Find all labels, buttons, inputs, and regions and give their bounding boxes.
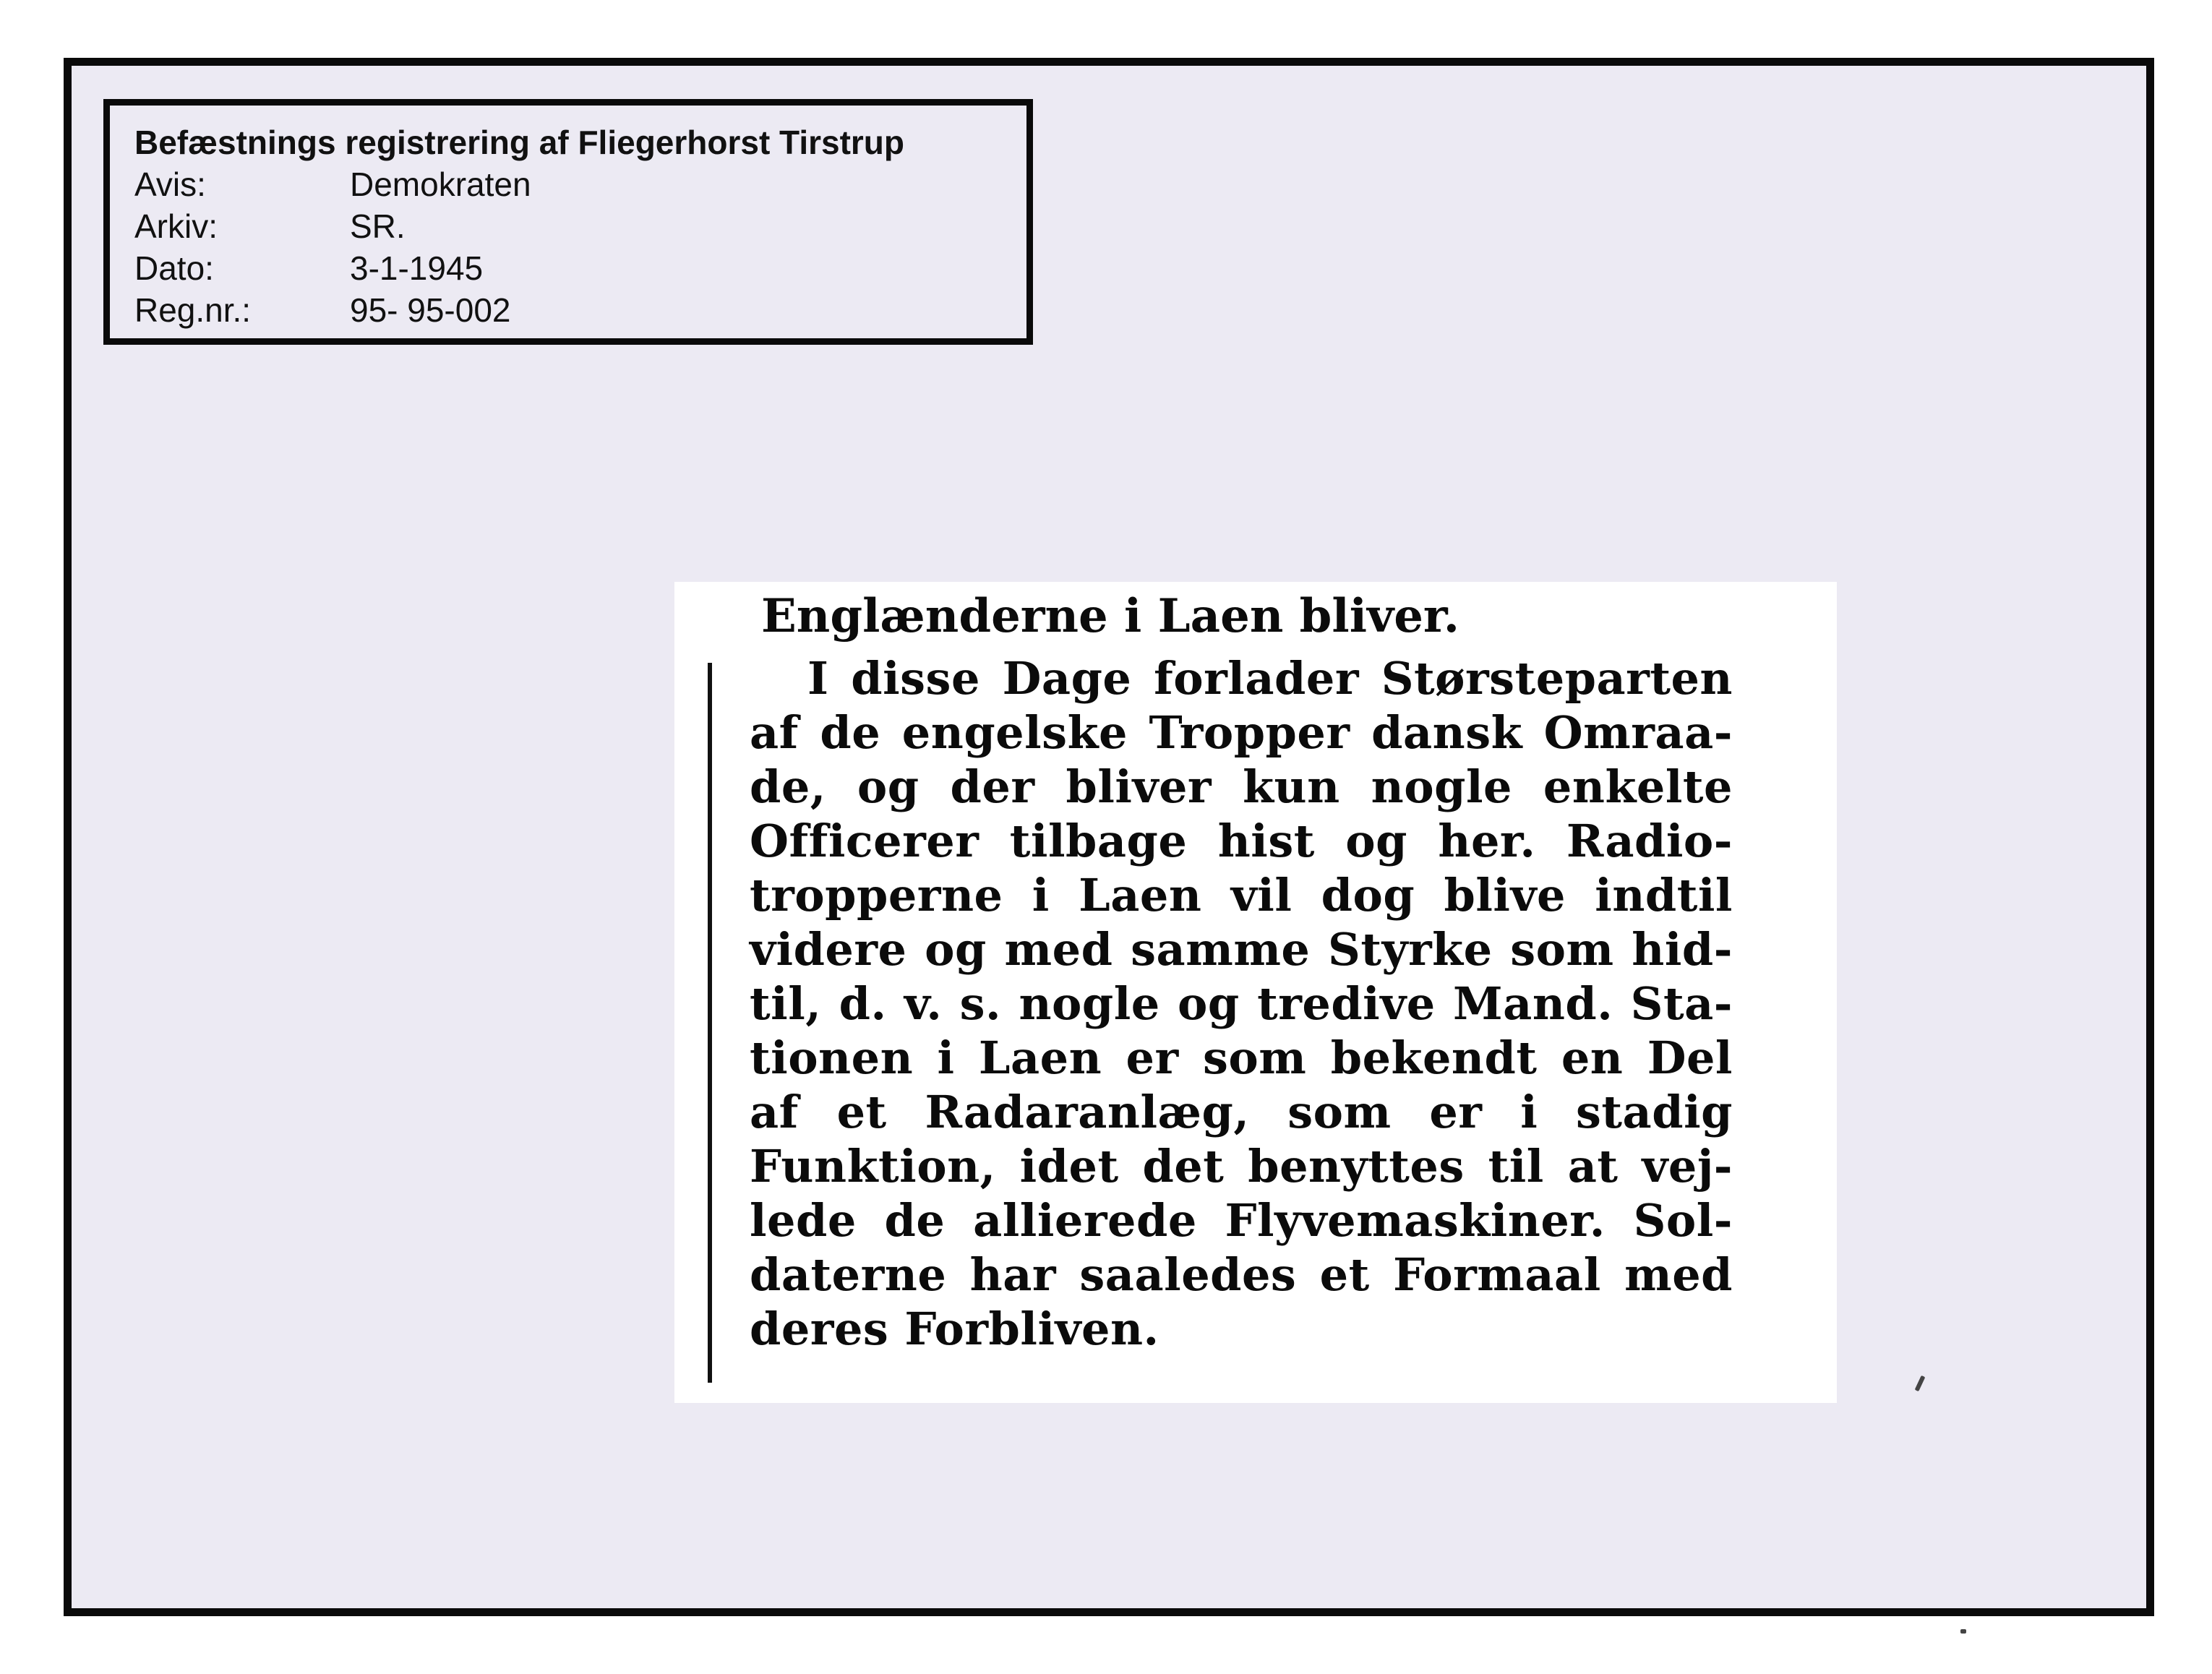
field-row-arkiv: [134, 205, 1026, 247]
field-row-avis: [134, 163, 1026, 205]
field-value-dato: 3-1-1945: [350, 249, 484, 287]
field-label-dato: Dato:: [134, 249, 214, 287]
article-line: de, og der bliver kun nogle enkelte: [750, 760, 1733, 813]
scan-speck: [1960, 1629, 1966, 1634]
article-line: af et Radaranlæg, som er i stadig: [750, 1086, 1733, 1138]
field-row-dato: [134, 247, 1026, 289]
clipping-article: [750, 651, 1733, 1356]
article-line: tionen i Laen er som bekendt en Del: [750, 1031, 1733, 1084]
newspaper-clipping: [674, 582, 1837, 1403]
field-value-arkiv: SR.: [350, 207, 406, 245]
article-line: Officerer tilbage hist og her. Radio-: [750, 815, 1733, 867]
field-label-regnr: Reg.nr.:: [134, 291, 252, 329]
registration-title: Befæstnings registrering af Fliegerhorst Tirstrup: [134, 124, 905, 161]
field-value-regnr: 95- 95-002: [350, 291, 511, 329]
field-label-avis: Avis:: [134, 166, 206, 203]
article-line: lede de allierede Flyvemaskiner. Sol-: [750, 1194, 1733, 1247]
article-line: Funktion, idet det benyttes til at vej-: [750, 1140, 1733, 1193]
article-line: af de engelske Tropper dansk Omraa-: [750, 706, 1733, 759]
field-label-arkiv: Arkiv:: [134, 207, 218, 245]
article-line: tropperne i Laen vil dog blive indtil: [750, 869, 1733, 922]
column-rule: [708, 663, 712, 1383]
article-line: I disse Dage forlader Størsteparten: [807, 652, 1733, 705]
scan-speck: [1915, 1375, 1926, 1391]
article-line: videre og med samme Styrke som hid-: [750, 923, 1733, 976]
field-value-avis: Demokraten: [350, 166, 531, 203]
article-line: deres Forbliven.: [750, 1302, 1159, 1355]
article-line: daterne har saaledes et Formaal med: [750, 1248, 1733, 1301]
registration-info-box: [103, 99, 1033, 345]
field-row-regnr: [134, 289, 1026, 331]
article-line: til, d. v. s. nogle og tredive Mand. Sta-: [750, 977, 1733, 1030]
archive-sheet: [64, 58, 2154, 1616]
clipping-headline: Englænderne i Laen bliver.: [761, 589, 1460, 643]
